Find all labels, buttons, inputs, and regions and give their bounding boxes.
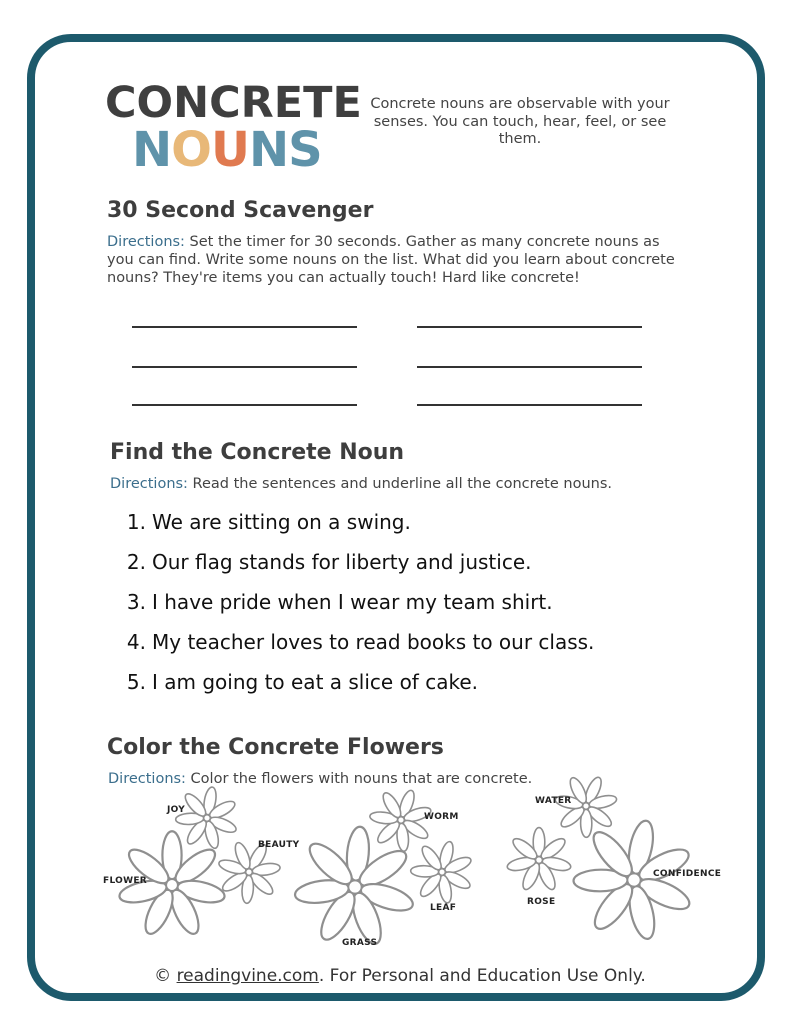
flower-center [583,803,590,810]
section-heading-color-flowers: Color the Concrete Flowers [107,735,444,760]
section-heading-scavenger: 30 Second Scavenger [107,198,374,223]
directions-label: Directions: [107,234,185,250]
flower-confidence-icon[interactable] [573,819,693,942]
flower-water-icon[interactable] [554,775,618,837]
sentence-number: 1. [126,510,146,534]
directions-text: Set the timer for 30 seconds. Gather as many concrete nouns as you can find. Write some nouns on the list. What did you learn about concrete nouns? They're items you can actually touch! Hard like concrete! [107,234,675,286]
flower-leaf-icon[interactable] [410,840,473,904]
flower-label-rose: ROSE [527,897,556,907]
flower-center [628,874,641,887]
footer-copyright [0,966,800,986]
directions-text: Read the sentences and underline all the concrete nouns. [187,476,613,492]
footer-link[interactable]: readingvine.com [176,966,319,986]
intro-text: Concrete nouns are observable with your senses. You can touch, hear, feel, or see them. [370,96,670,147]
flower-center [536,857,543,864]
sentence-number: 5. [126,670,146,694]
sentence-text: My teacher loves to read books to our class. [152,630,595,654]
sentence-number: 4. [126,630,146,654]
footer-prefix: © [154,966,177,986]
sentence-number: 2. [126,550,146,574]
flower-label-beauty: BEAUTY [258,840,300,850]
flower-label-confidence: CONFIDENCE [653,869,722,879]
flower-worm-icon[interactable] [369,789,432,852]
flower-label-flower: FLOWER [103,876,148,886]
sentence-text: I have pride when I wear my team shirt. [152,590,553,614]
section-heading-find-noun: Find the Concrete Noun [110,440,405,465]
flower-beauty-icon[interactable] [217,841,280,904]
flower-rose-icon[interactable] [506,828,572,892]
title-concrete: CONCRETE [105,78,362,128]
directions-text: Color the flowers with nouns that are concrete. [185,771,533,787]
flower-label-leaf: LEAF [430,903,457,913]
directions-label: Directions: [108,771,186,787]
flower-center [204,815,211,822]
title-letter: U [210,122,249,178]
flower-label-water: WATER [535,796,572,806]
title-letter: O [171,122,211,178]
flower-center [439,869,446,876]
title-letter: N [132,122,172,178]
footer-suffix: . For Personal and Education Use Only. [318,966,646,986]
flower-center [398,817,405,824]
flower-joy-icon[interactable] [175,786,238,850]
flower-center [166,879,178,891]
sentence-text: I am going to eat a slice of cake. [152,670,478,694]
flower-center [349,881,362,894]
flower-label-worm: WORM [424,812,459,822]
sentence-text: Our flag stands for liberty and justice. [152,550,532,574]
flower-center [246,869,253,876]
sentence-text: We are sitting on a swing. [152,510,411,534]
directions-label: Directions: [110,476,188,492]
title-letter: S [288,122,322,178]
flower-label-joy: JOY [167,805,186,815]
title-letter: N [248,122,289,178]
flower-label-grass: GRASS [342,938,378,948]
sentence-number: 3. [126,590,146,614]
